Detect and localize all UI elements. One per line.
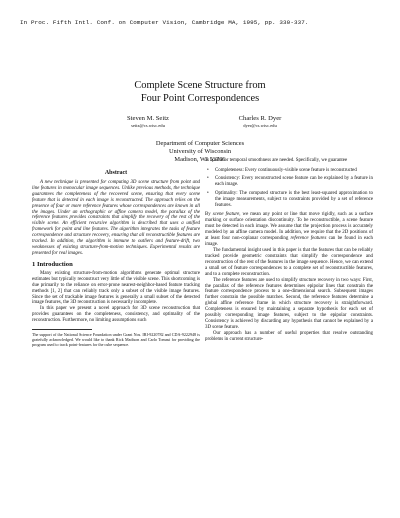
section-heading: 1 Introduction <box>32 260 73 268</box>
abstract-heading: Abstract <box>104 170 128 176</box>
list-item: • Completeness: Every continuously-visible scene feature is reconstructed <box>207 167 357 173</box>
bullet-label: Consistency: <box>215 176 241 182</box>
paragraph: In this paper we present a novel approach for 3D scene reconstruction that provides guarantees on the completeness, consistency, and optimality of the reconstruction. Furthermore, no limiting assumptions such <box>32 306 200 324</box>
affiliation-line: Madison, WI 53706 <box>174 155 226 163</box>
bullet-label: Completeness: <box>215 167 244 173</box>
citation-header: In Proc. Fifth Intl. Conf. on Computer Vision, Cambridge MA, 1995, pp. 330-337. <box>20 19 309 26</box>
title-line: Four Point Correspondences <box>140 92 260 104</box>
title-line: Complete Scene Structure from <box>134 80 266 91</box>
author-name: Steven M. Seitz <box>127 115 169 122</box>
bullet-label: Optimality: <box>215 190 238 196</box>
paragraph: as spatial or temporal smoothness are needed. Specifically, we guarantee <box>205 158 348 163</box>
paragraph: The fundamental insight used in this paper is that the features that can be reliably tracked provide geometric constraints that simplify the correspondence and reconstruction of the rest of the features in the image sequence. Hence, we can extend a small set of feature correspondences to a complete set of reconstructible features, and to a complete reconstruction. <box>205 247 373 277</box>
paragraph: The reference features are used to simplify structure recovery in two ways: First, the parallax of the reference features determines epipolar lines that constrain the feature correspondence process to a one-dimensional search. Subsequent images further constrain the possible matches. Second, the reference features determine a global affine reference frame in which structure recovery is straightforward. Completeness is ensured by maintaining a separate hypothesis for each set of possibly corresponding image features, subject to the epipolar constraints. Consistency is achieved by discarding any hypothesis that cannot be explained by a 3D scene feature. <box>205 277 373 330</box>
list-item: • Consistency: Every reconstructed scene feature can be explained by a feature in each image. <box>207 176 373 188</box>
affiliation-line: Department of Computer Sciences <box>155 140 245 147</box>
text-run: , we mean any point or line that move rigidly, such as a surface marking or surface orientation discontinuity. To be reconstructible, a scene feature must be detected in each image. We assume that the projection process is accurately modeled by an affine camera model. In addition, we require that the 2D positions of at least four non-coplanar corresponding <box>205 212 374 242</box>
term: scene feature <box>212 212 240 218</box>
author-block <box>88 115 208 129</box>
author-email: dyer@cs.wisc.edu <box>243 123 277 128</box>
right-column <box>205 158 373 343</box>
text-run: By <box>205 212 213 218</box>
footnote: The support of the National Science Foundation under Grant Nos. IRI-9220782 and CDA-9222948 is gratefully acknowledged. We would like to thank Rick Madison and Carlo Tomasi for providing the program used to track point-features for the cube sequence. <box>32 332 200 348</box>
guarantee-list <box>205 168 373 209</box>
text-run: can be found in each image. <box>205 236 374 248</box>
paper-title <box>0 80 400 105</box>
left-column <box>32 165 200 347</box>
bullet-text: Every continuously-visible scene feature is reconstructed <box>243 167 357 173</box>
term: reference features <box>290 236 327 242</box>
abstract-text: A new technique is presented for computing 3D scene structure from point and line features in monocular image sequences. Unlike previous methods, the technique guarantees the completeness of the recovered scene, ensuring that every scene feature that is detected in each image is reconstructed. The approach relies on the presence of four or more reference features whose correspondences are known in all the images. Under an orthographic or affine camera model, the parallax of the reference features provides constraints that simplify the recovery of the rest of the visible scene. An efficient recursive algorithm is described that uses a unified framework for point and line features. The algorithm integrates the tasks of feature correspondence and structure recovery, ensuring that all reconstructible features are tracked. In addition, the algorithm is immune to outliers and feature-drift, two weaknesses of existing structure-from-motion techniques. Experimental results are presented for real images. <box>32 179 200 256</box>
author-block <box>200 115 320 129</box>
bullet-text: Every reconstructed scene feature can be explained by a feature in each image. <box>215 176 373 188</box>
paragraph: Many existing structure-from-motion algorithms generate optimal structure estimates but typically reconstruct very little of the visible scene. This shortcoming is due primarily to the reliance on error-prone nearest-neighbor-based feature tracking methods [1, 2] that can reliably track only a subset of the visible image features. Since the set of trackable image features is generally a small subset of the detected image features, the 3D reconstruction is necessarily incomplete. <box>32 270 200 306</box>
author-name: Charles R. Dyer <box>238 115 282 122</box>
paragraph <box>205 212 373 248</box>
affiliation-line: University of Wisconsin <box>168 147 232 155</box>
paragraph: Our approach has a number of useful properties that resolve outstanding problems in current structure- <box>205 330 373 342</box>
author-email: seitz@cs.wisc.edu <box>131 123 165 128</box>
list-item: • Optimality: The computed structure is the best least-squared approximation to the image measurements, subject to constraints provided by a set of reference features. <box>207 190 373 208</box>
bullet-text: The computed structure is the best least-squared approximation to the image measurements, subject to constraints provided by a set of reference features. <box>215 190 373 208</box>
